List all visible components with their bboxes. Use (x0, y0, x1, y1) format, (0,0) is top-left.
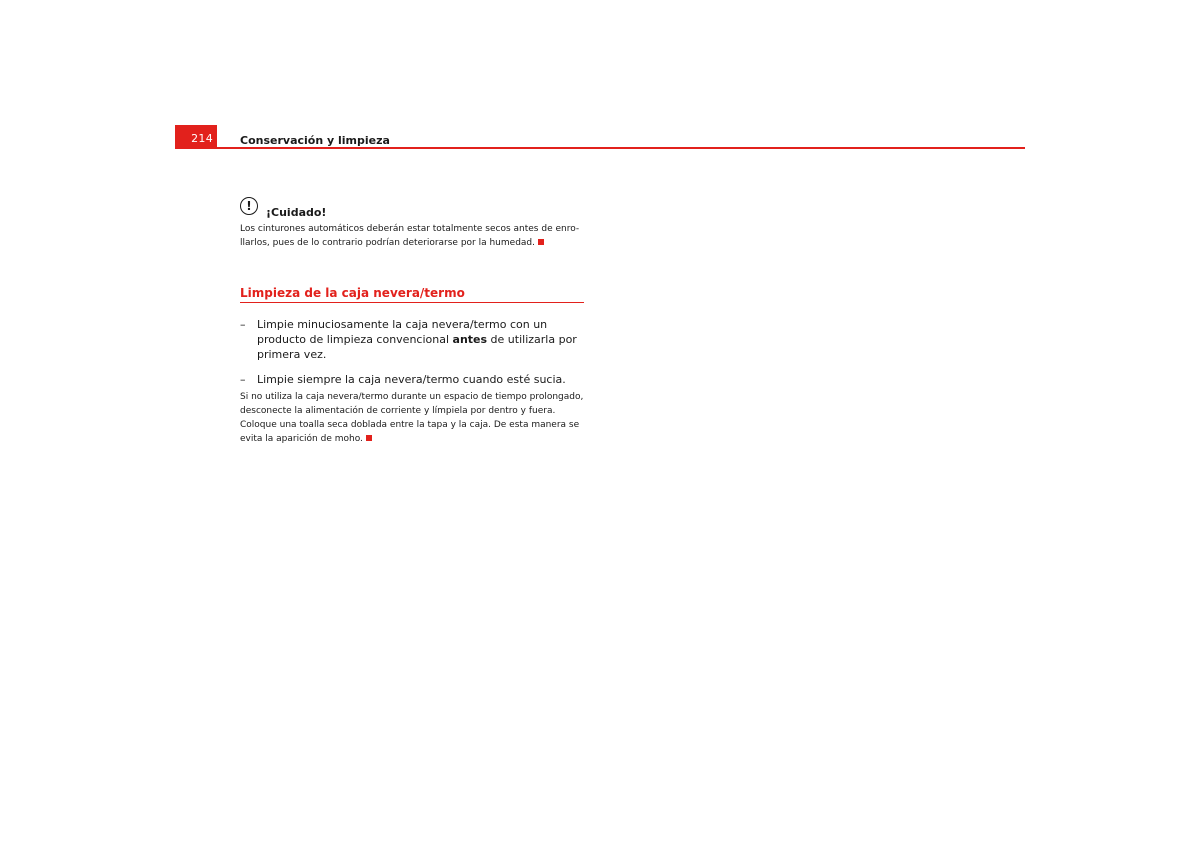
section-divider (240, 302, 584, 303)
step-text-before: Limpie minuciosamente la caja nevera/termo con un producto de limpieza convencional (257, 318, 548, 346)
step-dash: – (240, 373, 246, 386)
step-text: Limpie siempre la caja nevera/termo cuando esté sucia. (257, 373, 566, 386)
step-item (240, 372, 585, 387)
step-text-bold: antes (452, 333, 488, 346)
step-list (240, 317, 585, 397)
page-number-box (175, 125, 217, 147)
end-mark-icon (366, 435, 372, 441)
caution-text (240, 222, 585, 250)
note-text: Si no utiliza la caja nevera/termo durante un espacio de tiempo prolongado, desconecte la alimentación de corriente y límpiela por dentro y fuera. Coloque una toalla seca doblada entre la tapa y la caja. De esta manera se evita la aparición de moho. (240, 392, 584, 444)
header-title: Conservación y limpieza (240, 134, 390, 147)
section-heading: Limpieza de la caja nevera/termo (240, 286, 465, 300)
step-dash: – (240, 318, 246, 331)
body-note (240, 390, 590, 446)
header-divider (175, 147, 1025, 149)
page-number: 214 (191, 132, 213, 145)
step-item (240, 317, 585, 362)
end-mark-icon (538, 239, 544, 245)
caution-title: ¡Cuidado! (266, 206, 327, 219)
step-text-after: de utilizarla por primera vez. (257, 333, 577, 361)
caution-body: Los cinturones automáticos deberán estar totalmente secos antes de enro-llarlos, pues de lo contrario podrían deteriorarse por la humedad. (240, 224, 580, 248)
exclamation-circle-icon: ! (240, 197, 258, 215)
